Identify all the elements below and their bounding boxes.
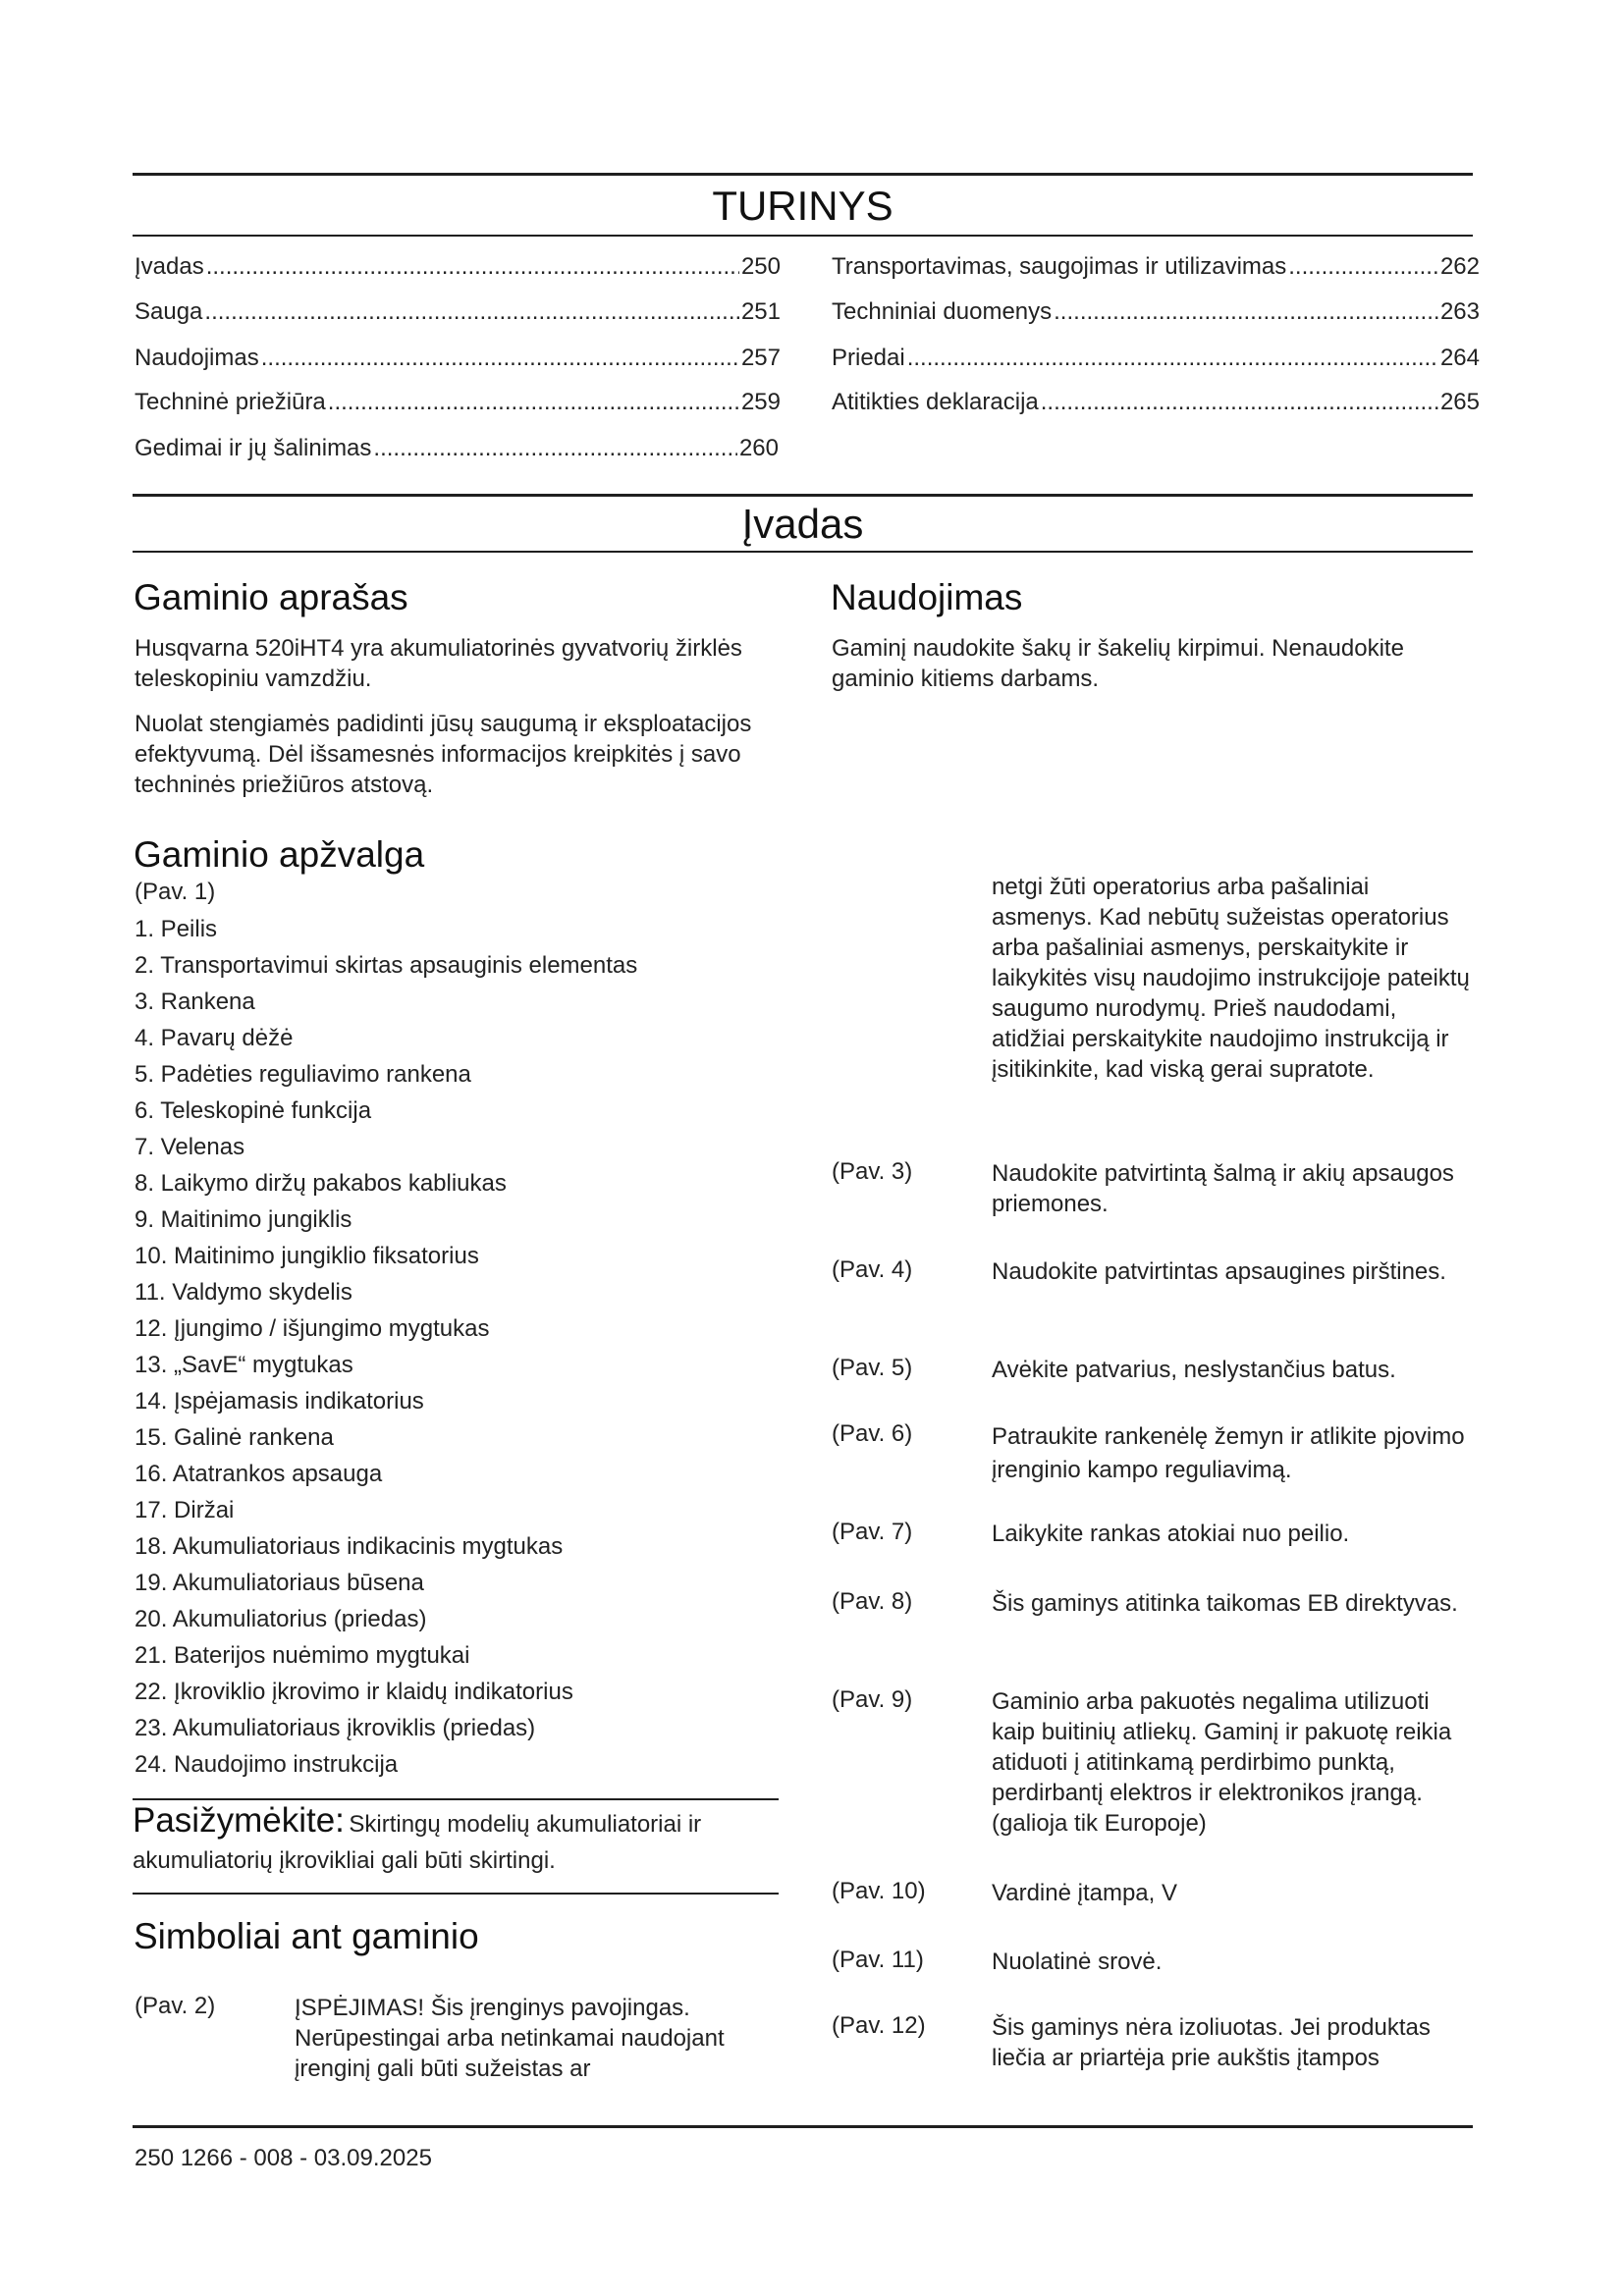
- symbol-description: Nuolatinė srovė.: [992, 1949, 1163, 1975]
- toc-title-rule: [133, 235, 1473, 237]
- note-label: Pasižymėkite:: [133, 1801, 345, 1840]
- symbol-ref: (Pav. 2): [135, 1993, 216, 2019]
- toc-entry[interactable]: [832, 345, 1480, 374]
- list-item: 10. Maitinimo jungiklio fiksatorius: [135, 1243, 479, 1269]
- list-item: 22. Įkroviklio įkrovimo ir klaidų indikatorius: [135, 1679, 573, 1705]
- intro-top-rule: [133, 494, 1473, 497]
- list-item: 1. Peilis: [135, 916, 218, 942]
- toc-entry-page: 262: [1439, 253, 1480, 280]
- list-item: 16. Atatrankos apsauga: [135, 1461, 383, 1487]
- toc-entry[interactable]: [135, 389, 781, 418]
- toc-entry[interactable]: [832, 389, 1480, 418]
- note-bottom-rule: [133, 1893, 779, 1895]
- toc-entry-page: 265: [1439, 389, 1480, 415]
- toc-entry-page: 259: [740, 389, 781, 415]
- footer-rule: [133, 2125, 1473, 2128]
- note-text: Skirtingų modelių akumuliatoriai ir akumuliatorių įkrovikliai gali būti skirtingi.: [133, 1811, 702, 1874]
- list-item: 4. Pavarų dėžė: [135, 1025, 294, 1051]
- list-item: 3. Rankena: [135, 988, 255, 1015]
- list-item: 15. Galinė rankena: [135, 1424, 334, 1451]
- note-box: [133, 1801, 779, 1881]
- footer-document-id: 250 1266 - 008 - 03.09.2025: [135, 2145, 432, 2171]
- symbol-description: Vardinė įtampa, V: [992, 1880, 1177, 1906]
- list-item: 12. Įjungimo / išjungimo mygtukas: [135, 1315, 490, 1342]
- intro-title: Įvadas: [741, 501, 864, 547]
- symbol-ref: (Pav. 10): [832, 1878, 926, 1904]
- list-item: 17. Diržai: [135, 1497, 235, 1523]
- toc-entry-page: 264: [1439, 345, 1480, 371]
- toc-entry[interactable]: [135, 345, 781, 374]
- symbol-description: Avėkite patvarius, neslystančius batus.: [992, 1357, 1396, 1383]
- symbol-ref: (Pav. 12): [832, 2012, 926, 2039]
- symbol-description: ĮSPĖJIMAS! Šis įrenginys pavojingas. Nerūpestingai arba netinkamai naudojant įrenginį gali būti sužeistas ar: [295, 1995, 725, 2082]
- toc-entry-page: 257: [740, 345, 781, 371]
- toc-entry-page: 260: [738, 435, 779, 461]
- symbol-ref: (Pav. 5): [832, 1355, 913, 1381]
- list-item: 19. Akumuliatoriaus būsena: [135, 1570, 424, 1596]
- toc-top-rule: [133, 173, 1473, 176]
- toc-entry-page: 250: [740, 253, 781, 280]
- list-item: 5. Padėties reguliavimo rankena: [135, 1061, 471, 1088]
- toc-entry-page: 251: [740, 298, 781, 325]
- list-item: 7. Velenas: [135, 1134, 245, 1160]
- toc-entry-label: Gedimai ir jų šalinimas: [135, 435, 372, 461]
- list-item: 23. Akumuliatoriaus įkroviklis (priedas): [135, 1715, 536, 1741]
- list-item: 18. Akumuliatoriaus indikacinis mygtukas: [135, 1533, 564, 1560]
- product-description-para-2: Nuolat stengiamės padidinti jūsų saugumą ir eksploatacijos efektyvumą. Dėl išsamesnės informacijos kreipkitės į savo techninės priežiūros atstovą.: [135, 711, 752, 798]
- product-description-heading: Gaminio aprašas: [134, 577, 408, 617]
- toc-entry-label: Sauga: [135, 298, 203, 325]
- list-item: 13. „SavE“ mygtukas: [135, 1352, 353, 1378]
- toc-entry-label: Priedai: [832, 345, 905, 371]
- parts-list: [135, 911, 763, 1783]
- symbol-ref: (Pav. 7): [832, 1519, 913, 1545]
- list-item: 2. Transportavimui skirtas apsauginis elementas: [135, 952, 638, 979]
- list-item: 21. Baterijos nuėmimo mygtukai: [135, 1642, 470, 1669]
- list-item: 14. Įspėjamasis indikatorius: [135, 1388, 424, 1415]
- symbol-ref: (Pav. 8): [832, 1588, 913, 1615]
- symbol-description: Laikykite rankas atokiai nuo peilio.: [992, 1521, 1350, 1547]
- symbol-description: Naudokite patvirtintą šalmą ir akių apsaugos priemones.: [992, 1160, 1454, 1217]
- overview-heading: Gaminio apžvalga: [134, 834, 425, 875]
- symbol-ref: (Pav. 3): [832, 1158, 913, 1185]
- toc-entry-label: Techniniai duomenys: [832, 298, 1053, 325]
- toc-entry-page: 263: [1439, 298, 1480, 325]
- usage-heading: Naudojimas: [831, 577, 1023, 617]
- overview-figure-ref: (Pav. 1): [135, 879, 216, 905]
- list-item: 11. Valdymo skydelis: [135, 1279, 352, 1306]
- toc-entry-label: Naudojimas: [135, 345, 259, 371]
- toc-entry[interactable]: [135, 298, 781, 328]
- product-description-para-1: Husqvarna 520iHT4 yra akumuliatorinės gyvatvorių žirklės teleskopiniu vamzdžiu.: [135, 635, 742, 692]
- toc-entry-label: Techninė priežiūra: [135, 389, 326, 415]
- toc-title: TURINYS: [712, 183, 893, 229]
- toc-entry-label: Įvadas: [135, 253, 204, 280]
- symbol-ref: (Pav. 9): [832, 1686, 913, 1713]
- toc-entry-label: Transportavimas, saugojimas ir utilizavimas: [832, 253, 1287, 280]
- symbols-heading: Simboliai ant gaminio: [134, 1916, 479, 1956]
- symbol-ref: (Pav. 4): [832, 1256, 913, 1283]
- symbol-description-continuation: netgi žūti operatorius arba pašaliniai asmenys. Kad nebūtų sužeistas operatorius arba pašaliniai asmenys, perskaitykite ir laikykitės visų naudojimo instrukcijoje pateiktų saugumo nurodymų. Prieš naudodami, atidžiai perskaitykite naudojimo instrukciją ir įsitikinkite, kad viską gerai supratote.: [992, 874, 1470, 1083]
- list-item: 9. Maitinimo jungiklis: [135, 1206, 352, 1233]
- toc-entry[interactable]: [135, 435, 779, 464]
- symbol-description: Naudokite patvirtintas apsaugines pirštines.: [992, 1258, 1446, 1285]
- toc-entry[interactable]: [832, 253, 1480, 283]
- toc-entry[interactable]: [832, 298, 1480, 328]
- list-item: 8. Laikymo diržų pakabos kabliukas: [135, 1170, 507, 1197]
- list-item: 24. Naudojimo instrukcija: [135, 1751, 399, 1778]
- symbol-description: Patraukite rankenėlę žemyn ir atlikite pjovimo įrenginio kampo reguliavimą.: [992, 1423, 1465, 1483]
- note-top-rule: [133, 1798, 779, 1800]
- list-item: 6. Teleskopinė funkcija: [135, 1097, 372, 1124]
- symbol-ref: (Pav. 11): [832, 1947, 924, 1973]
- toc-entry-label: Atitikties deklaracija: [832, 389, 1039, 415]
- symbol-description: Šis gaminys nėra izoliuotas. Jei produktas liečia ar priartėja prie aukštis įtampos: [992, 2014, 1431, 2071]
- list-item: 20. Akumuliatorius (priedas): [135, 1606, 427, 1632]
- symbol-ref: (Pav. 6): [832, 1420, 913, 1447]
- usage-text: Gaminį naudokite šakų ir šakelių kirpimui. Nenaudokite gaminio kitiems darbams.: [832, 635, 1404, 692]
- intro-title-rule: [133, 551, 1473, 553]
- symbol-description: Gaminio arba pakuotės negalima utilizuoti kaip buitinių atliekų. Gaminį ir pakuotę reikia atiduoti į atitinkamą perdirbimo punktą, perdirbantį elektros ir elektronikos įrangą. (galioja tik Europoje): [992, 1688, 1452, 1837]
- toc-entry[interactable]: [135, 253, 781, 283]
- symbol-description: Šis gaminys atitinka taikomas EB direktyvas.: [992, 1590, 1458, 1617]
